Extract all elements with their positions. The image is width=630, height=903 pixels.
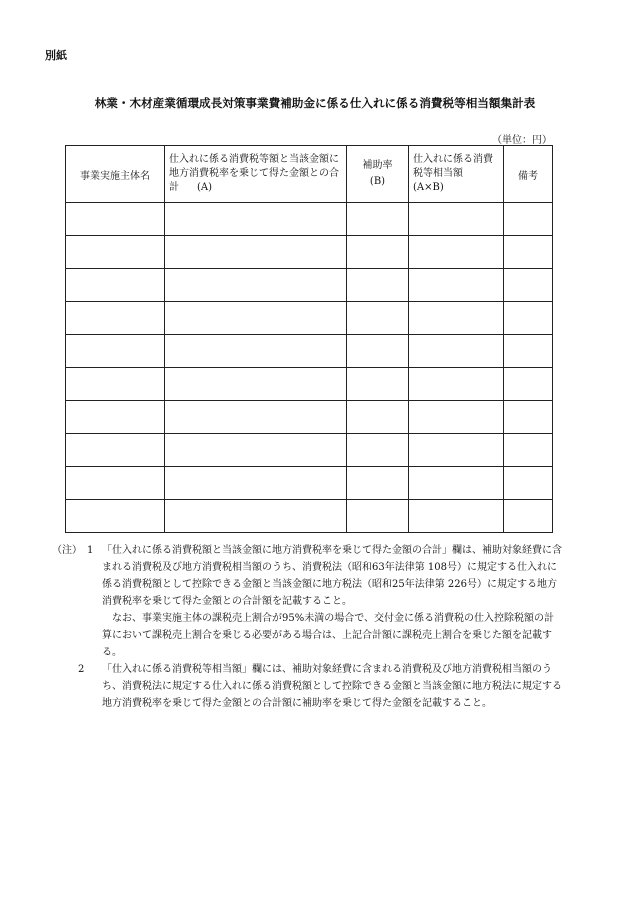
header-tax-amount-a <box>165 146 347 203</box>
table-cell <box>165 269 347 302</box>
table-cell <box>504 500 553 533</box>
table-row <box>66 467 553 500</box>
table-cell <box>165 203 347 236</box>
note-number: 2 <box>78 664 85 675</box>
table-cell <box>504 203 553 236</box>
header-remarks: 備考 <box>504 146 553 203</box>
table-row <box>66 434 553 467</box>
note-text: 「仕入れに係る消費税額と当該金額に地方消費税率を乗じて得た金額の合計」欄は、補助対象経費に含まれる消費税及び地方消費税相当額のうち、消費税法（昭和63年法律第 108号）に規定する仕入れに係る消費税額として控除できる金額と当該金額に地方税法（昭和25年法律第 226号）に規定する地方消費税率を乗じて得た金額との合計額を記載すること。 <box>102 545 562 607</box>
table-cell <box>409 434 504 467</box>
table-cell <box>347 236 409 269</box>
table-cell <box>504 335 553 368</box>
table-cell <box>347 401 409 434</box>
table-cell <box>66 368 165 401</box>
table-cell <box>165 335 347 368</box>
table-cell <box>66 302 165 335</box>
table-cell <box>165 467 347 500</box>
table-cell <box>66 467 165 500</box>
table-cell <box>165 368 347 401</box>
notes-label: （注） <box>52 545 82 556</box>
note-item-1 <box>52 542 562 661</box>
header-tax-amount-a-mark: (A) <box>197 182 213 193</box>
header-tax-equivalent-mark: (A×B) <box>413 182 444 193</box>
table-cell <box>347 434 409 467</box>
table-cell <box>66 401 165 434</box>
header-tax-equivalent <box>409 146 504 203</box>
summary-table <box>65 145 553 533</box>
unit-label: （単位：円） <box>492 135 552 146</box>
table-row <box>66 335 553 368</box>
header-entity-name: 事業実施主体名 <box>66 146 165 203</box>
table-header-row <box>66 146 553 203</box>
table-row <box>66 500 553 533</box>
annex-label: 別紙 <box>45 49 67 62</box>
table-cell <box>504 434 553 467</box>
table-cell <box>409 302 504 335</box>
table-cell <box>66 236 165 269</box>
table-cell <box>66 203 165 236</box>
table-cell <box>165 434 347 467</box>
table-cell <box>165 302 347 335</box>
table-cell <box>165 500 347 533</box>
table-cell <box>409 401 504 434</box>
table-row <box>66 203 553 236</box>
header-subsidy-rate <box>347 146 409 203</box>
table-cell <box>347 203 409 236</box>
table-row <box>66 401 553 434</box>
table-cell <box>504 302 553 335</box>
table-cell <box>165 401 347 434</box>
table-row <box>66 269 553 302</box>
table-cell <box>66 500 165 533</box>
table-cell <box>504 236 553 269</box>
document-title: 林業・木材産業循環成長対策事業費補助金に係る仕入れに係る消費税等相当額集計表 <box>94 96 536 110</box>
table-cell <box>66 269 165 302</box>
header-tax-equivalent-text: 仕入れに係る消費税等相当額 <box>413 154 493 179</box>
table-cell <box>347 335 409 368</box>
table-cell <box>347 269 409 302</box>
header-tax-amount-a-text: 仕入れに係る消費税等額と当該金額に地方消費税率を乗じて得た金額との合計 <box>169 154 339 193</box>
table-row <box>66 236 553 269</box>
table-cell <box>504 467 553 500</box>
table-cell <box>409 368 504 401</box>
table-row <box>66 302 553 335</box>
note-text: 「仕入れに係る消費税等相当額」欄には、補助対象経費に含まれる消費税及び地方消費税相当額のうち、消費税法に規定する仕入れに係る消費税額として控除できる金額と当該金額に地方税法に規定する地方消費税率を乗じて得た金額との合計額に補助率を乗じて得た金額を記載すること。 <box>102 664 562 709</box>
table-cell <box>347 467 409 500</box>
table-cell <box>409 269 504 302</box>
header-subsidy-rate-mark: (B) <box>369 176 386 187</box>
table-cell <box>409 236 504 269</box>
table-cell <box>66 335 165 368</box>
table-cell <box>504 401 553 434</box>
table-row <box>66 368 553 401</box>
table-cell <box>409 335 504 368</box>
note-item-2 <box>52 661 562 712</box>
table-cell <box>347 302 409 335</box>
notes-section <box>52 542 562 712</box>
table-cell <box>347 500 409 533</box>
table-cell <box>504 368 553 401</box>
note-number: 1 <box>87 545 94 556</box>
note-subtext: なお、事業実施主体の課税売上割合が95%未満の場合で、交付金に係る消費税の仕入控除税額の計算において課税売上割合を乗じる必要がある場合は、上記合計額に課税売上割合を乗じた額を記載する。 <box>102 613 555 658</box>
table-cell <box>504 269 553 302</box>
header-subsidy-rate-text: 補助率 <box>362 160 393 171</box>
table-cell <box>165 236 347 269</box>
table-cell <box>409 467 504 500</box>
table-cell <box>347 368 409 401</box>
table-cell <box>409 203 504 236</box>
table-cell <box>66 434 165 467</box>
table-cell <box>409 500 504 533</box>
